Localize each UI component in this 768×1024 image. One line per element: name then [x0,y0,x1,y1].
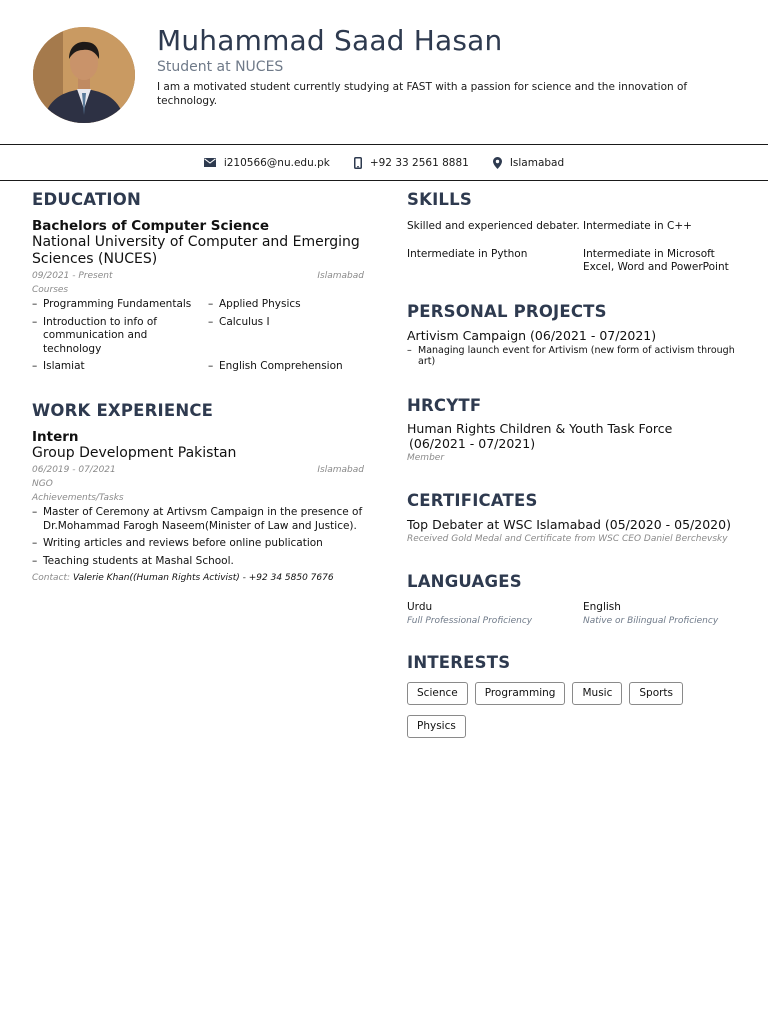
education-section [32,190,364,374]
course-item: – English Comprehension [208,360,364,374]
course-list [32,298,364,374]
phone-text: +92 33 2561 8881 [369,156,469,169]
section-title-hrcytf: HRCYTF [407,395,482,415]
person-silhouette-icon [33,27,135,123]
project-description: – Managing launch event for Artivism (new form of activism through art) [407,345,739,368]
project-name: Artivism Campaign (06/2021 - 07/2021) [407,327,657,343]
work-company: Group Development Pakistan [32,444,237,461]
reference-value: Valerie Khan((Human Rights Activist) - +92 34 5850 7676 [72,573,334,583]
certificates-section [407,491,739,546]
profile-photo [33,27,135,123]
contact-email[interactable] [204,157,330,169]
education-school: National University of Computer and Emerging Sciences (NUCES) [32,234,360,267]
education-location: Islamabad [317,271,364,281]
interest-tag: Sports [629,682,683,705]
education-degree: Bachelors of Computer Science [32,218,270,234]
language-name: Urdu [407,600,433,613]
work-location: Islamabad [317,465,364,475]
candidate-name: Muhammad Saad Hasan [157,24,503,57]
interest-tags [407,682,727,738]
location-pin-icon [493,157,502,169]
interest-tag: Physics [407,715,466,738]
right-column [407,190,739,738]
email-text: i210566@nu.edu.pk [223,156,330,169]
contact-bar [0,144,768,181]
section-title-projects: PERSONAL PROJECTS [407,301,607,321]
skill-item: Intermediate in C++ [583,220,692,232]
interest-tag: Programming [475,682,566,705]
achievement-item: – Master of Ceremony at Artivsm Campaign in the presence of Dr.Mohammad Farogh Naseem(Minister of Law and Justice). [32,506,364,533]
course-item: – Applied Physics [208,298,364,312]
achievement-item: – Writing articles and reviews before online publication [32,537,364,551]
contact-location [493,157,564,169]
work-section [32,401,364,585]
envelope-icon [204,158,216,167]
course-item: – Calculus I [208,316,364,357]
achievement-list [32,506,364,568]
achievement-item: – Teaching students at Mashal School. [32,555,364,569]
candidate-headline: Student at NUCES [157,59,284,75]
education-meta [32,269,364,283]
language-level: Full Professional Proficiency [407,615,533,626]
section-title-work: WORK EXPERIENCE [32,400,214,420]
section-title-skills: SKILLS [407,190,472,209]
interest-tag: Science [407,682,468,705]
language-name: English [583,600,621,613]
interest-tag: Music [572,682,622,705]
location-text: Islamabad [509,156,565,169]
resume-header [0,0,768,144]
reference-label: Contact: [32,573,71,583]
language-list [407,601,739,628]
skills-section [407,190,739,275]
skill-item: Intermediate in Python [407,247,528,260]
work-meta [32,463,364,477]
achievements-label: Achievements/Tasks [32,493,124,503]
hrcytf-dates: (06/2021 - 07/2021) [409,435,536,451]
hrcytf-section [407,396,739,465]
section-title-education: EDUCATION [32,190,141,209]
section-title-interests: INTERESTS [407,652,511,672]
certificate-description: Received Gold Medal and Certificate from WSC CEO Daniel Berchevsky [407,533,728,544]
skill-item: Skilled and experienced debater. [407,220,580,232]
language-item [583,601,739,628]
course-item: – Programming Fundamentals [32,298,208,312]
course-item: – Introduction to info of communication and technology [32,316,208,357]
language-level: Native or Bilingual Proficiency [583,615,719,626]
course-item: – Islamiat [32,360,208,374]
contact-phone[interactable] [354,157,469,169]
languages-section [407,572,739,628]
hrcytf-role: Member [407,452,445,463]
hrcytf-org: Human Rights Children & Youth Task Force [407,420,673,436]
work-role: Intern [32,428,79,445]
work-dates: 06/2019 - 07/2021 [32,465,116,475]
education-dates: 09/2021 - Present [32,271,113,281]
interests-section [407,653,739,738]
left-column [32,190,364,584]
certificate-name: Top Debater at WSC Islamabad (05/2020 - 05/2020) [407,516,731,532]
work-reference [32,572,364,584]
candidate-summary: I am a motivated student currently studying at FAST with a passion for science and the innovation of technology. [157,81,688,107]
skills-list [407,220,739,275]
skill-item: Intermediate in Microsoft Excel, Word and PowerPoint [583,247,729,273]
section-title-languages: LANGUAGES [407,571,522,591]
courses-label: Courses [32,285,69,295]
section-title-certificates: CERTIFICATES [407,490,538,510]
language-item [407,601,583,628]
phone-icon [354,157,362,169]
projects-section [407,302,739,368]
work-type: NGO [32,479,53,489]
